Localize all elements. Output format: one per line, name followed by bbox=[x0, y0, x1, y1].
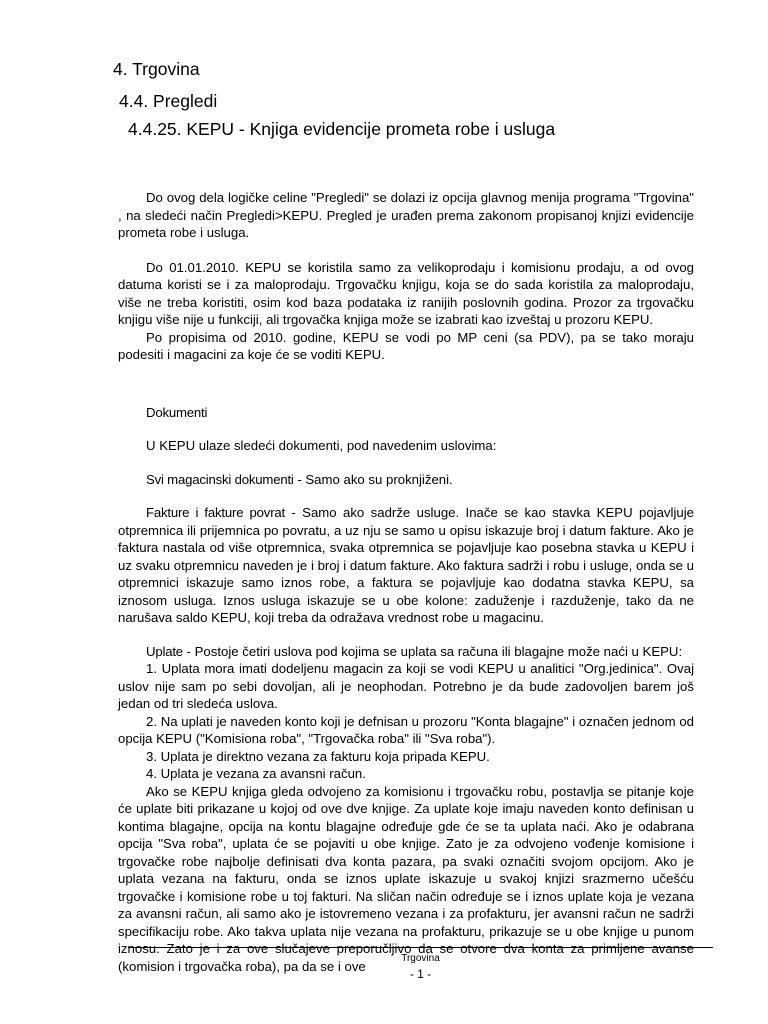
svi-magacinski-label: Svi magacinski dokumenti bbox=[146, 471, 294, 487]
uplate-condition-3: 3. Uplata je direktno vezana za fakturu koja pripada KEPU. bbox=[146, 748, 490, 764]
uplate-explanation: Ako se KEPU knjiga gleda odvojeno za komisionu i trgovačku robu, postavlja se pitanje koje će uplate biti prikazane u kojoj od ove dve knjige. Za uplate koje imaju naveden konto definisan u kontima blagajne, opcija na kontu blagajne određuje gde će se ta uplata naći. Ako je odabrana opcija "Sva roba", uplata će se pojaviti u obe knjige. Zato je za odvojeno vođenje komisione i trgovačke robe najbolje definisati dva konta pazara, pa svaki označiti svojom opcijom. Ako je uplata vezana na fakturu, onda se iznos uplate iskazuje u svakoj knjizi srazmerno učešću trgovačke i komisione robe u toj fakturi. Na sličan način određuje se i iznos uplate koja je vezana za avansni račun, ali samo ako je istovremeno vezana i za profakturu, jer avansni račun ne sadrži specifikaciju robe. Ako takva uplata nije vezana na profakturu, prikazuje se u obe knjige u punom iznosu. Zato je i za ove slučajeve preporučljivo da se otvore dva konta za primljene avanse (komision i trgovačka roba), pa da se i ove bbox=[118, 783, 694, 974]
uplate-paragraph bbox=[118, 643, 694, 661]
uplate-text: - Postoje četiri uslova pod kojima se uplata sa računa ili blagajne može naći u KEPU: bbox=[182, 643, 683, 659]
uplate-condition-2: 2. Na uplati je naveden konto koji je defnisan u prozoru "Konta blagajne" i označen jednom od opcija KEPU ("Komisiona roba", "Trgovačka roba" ili "Sva roba"). bbox=[118, 713, 694, 746]
svi-magacinski-text: - Samo ako su proknjiženi. bbox=[293, 471, 453, 487]
dokumenti-intro: U KEPU ulaze sledeći dokumenti, pod navedenim uslovima: bbox=[146, 438, 497, 453]
fakture-label: Fakture i fakture povrat bbox=[146, 505, 285, 520]
footer-label: Trgovina bbox=[401, 953, 440, 964]
section-title-dokumenti bbox=[118, 404, 694, 422]
fakture-text: - Samo ako sadrže usluge. Inače se kao stavka KEPU pojavljuje otpremnica ili prijemnica po povratu, a uz nju se samo u opisu iskazuje broj i datum fakture. Ako je faktura nastala od više otpremnica, svaka otpremnica se pojavljuje kao posebna stavka u KEPU i uz svaku otpremnicu naveden je i broj i datum fakture. Ako faktura sadrži i robu i usluge, onda se u otpremnici iskazuje samo iznos robe, a faktura se pojavljuje kao dodatna stavka KEPU, sa iznosom usluga. Iznos usluga iskazuje se u obe kolone: zaduženje i razduženje, tako da ne narušava saldo KEPU, koji treba da odražava vrednost robe u magacinu. bbox=[118, 505, 694, 625]
section-title-text: Dokumenti bbox=[146, 404, 208, 420]
uplate-label: Uplate bbox=[146, 643, 183, 659]
intro-paragraph-3: Po propisima od 2010. godine, KEPU se vodi po MP ceni (sa PDV), pa se tako moraju podesiti i magacini za koje će se voditi KEPU. bbox=[118, 329, 694, 362]
page-number: - 1 - bbox=[409, 967, 432, 981]
intro-paragraph-1: Do ovog dela logičke celine "Pregledi" se dolazi iz opcija glavnog menija programa "Trgovina" , na sledeći način Pregledi>KEPU. Pregled je urađen prema zakonom propisanoj knjizi evidencije prometa robe i usluga. bbox=[118, 190, 694, 240]
fakture-paragraph bbox=[118, 504, 694, 627]
heading-level-2: 4.4. Pregledi bbox=[119, 91, 218, 111]
footer-divider bbox=[128, 947, 713, 948]
heading-level-3: 4.4.25. KEPU - Knjiga evidencije prometa robe i usluga bbox=[128, 119, 556, 139]
heading-level-1: 4. Trgovina bbox=[113, 59, 200, 79]
intro-paragraph-2: Do 01.01.2010. KEPU se koristila samo za velikoprodaju i komisionu prodaju, a od ovog datuma koristi se i za maloprodaju. Trgovačku knjigu, koja se do sada koristila za maloprodaju, više ne treba koristiti, osim kod baza podataka iz ranijih poslovnih godina. Prozor za trgovačku knjigu više nije u funkciji, ali trgovačka knjiga može se izabrati kao izveštaj u prozoru KEPU. bbox=[118, 259, 694, 327]
uplate-condition-4: 4. Uplata je vezana za avansni račun. bbox=[146, 766, 366, 781]
document-body bbox=[118, 189, 694, 975]
svi-magacinski-paragraph bbox=[118, 471, 694, 489]
uplate-condition-1: 1. Uplata mora imati dodeljenu magacin za koji se vodi KEPU u analitici "Org.jedinica". Ovaj uslov nije sam po sebi dovoljan, ali je neophodan. Potrebno je da bude zadovoljen barem još jedan od tri sledeća uslova. bbox=[118, 661, 694, 711]
